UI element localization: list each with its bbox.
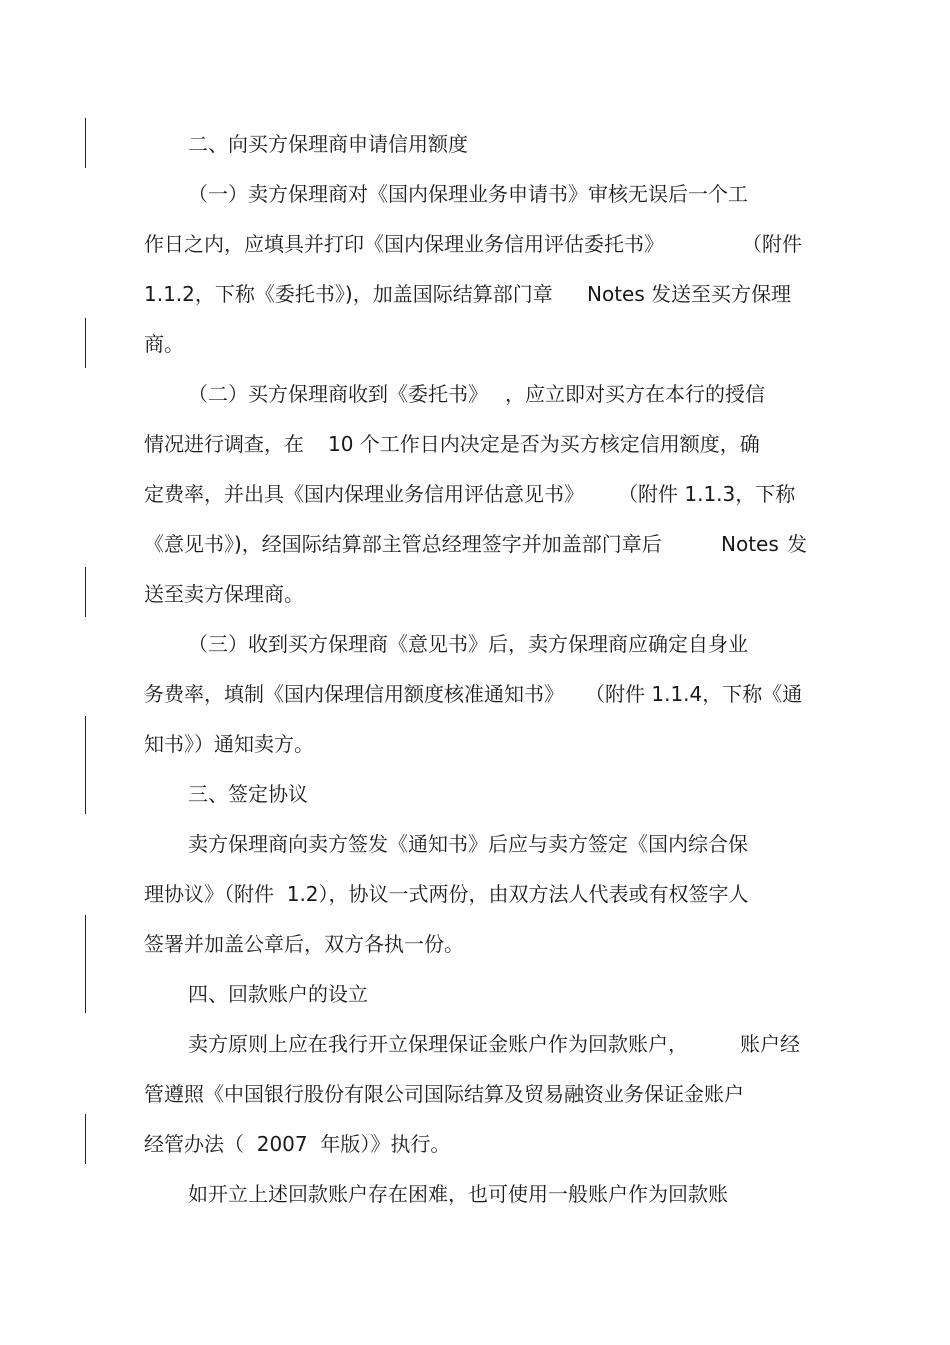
section-heading	[0, 779, 950, 809]
line-text: （三）收到买方保理商《意见书》后，卖方保理商应确定自身业	[188, 632, 748, 656]
text-line	[0, 529, 950, 559]
line-text: 作日之内，应填具并打印《国内保理业务信用评估委托书》	[144, 232, 664, 256]
line-text: 定费率，并出具《国内保理业务信用评估意见书》	[144, 482, 584, 506]
text-line	[0, 379, 950, 409]
line-text: 1.1.2，下称《委托书》)，加盖国际结算部门章	[144, 282, 553, 306]
text-line	[0, 579, 950, 609]
line-text: 四、回款账户的设立	[188, 982, 368, 1006]
text-line	[0, 329, 950, 359]
line-text: 发送至买方保理	[651, 282, 791, 306]
line-text: 10 个工作日内决定是否为买方核定信用额度，确	[328, 432, 760, 456]
section-heading	[0, 979, 950, 1009]
line-text: 账户经	[740, 1032, 800, 1056]
section-heading	[0, 129, 950, 159]
text-line	[0, 179, 950, 209]
text-line	[0, 829, 950, 859]
text-line	[0, 429, 950, 459]
line-text: 知书》）通知卖方。	[144, 732, 314, 756]
line-text: ，应立即对买方在本行的授信	[505, 382, 765, 406]
line-text: （附件 1.1.4，下称《通	[585, 682, 803, 706]
text-line	[0, 229, 950, 259]
line-text: 送至卖方保理商。	[144, 582, 304, 606]
line-text: 商。	[144, 332, 184, 356]
text-line	[0, 479, 950, 509]
line-text: 经管办法（ 2007 年版）》执行。	[144, 1132, 451, 1156]
line-text: （附件 1.1.3，下称	[618, 482, 796, 506]
line-text: 情况进行调查，在	[144, 432, 304, 456]
text-line	[0, 629, 950, 659]
text-line	[0, 679, 950, 709]
line-text: Notes	[721, 532, 779, 556]
line-text: 管遵照《中国银行股份有限公司国际结算及贸易融资业务保证金账户	[144, 1082, 744, 1106]
text-line	[0, 1129, 950, 1159]
text-line	[0, 879, 950, 909]
line-text: Notes	[587, 282, 645, 306]
line-text: 三、签定协议	[188, 782, 308, 806]
line-text: 务费率，填制《国内保理信用额度核准通知书》	[144, 682, 564, 706]
line-text: 卖方原则上应在我行开立保理保证金账户作为回款账户，	[188, 1032, 688, 1056]
line-text: 理协议》（附件 1.2），协议一式两份，由双方法人代表或有权签字人	[144, 882, 749, 906]
line-text: 发	[787, 532, 807, 556]
line-text: （附件	[742, 232, 802, 256]
line-text: （二）买方保理商收到《委托书》	[188, 382, 488, 406]
text-line	[0, 1079, 950, 1109]
line-text: （一）卖方保理商对《国内保理业务申请书》审核无误后一个工	[188, 182, 748, 206]
text-line	[0, 1179, 950, 1209]
line-text: 如开立上述回款账户存在困难，也可使用一般账户作为回款账	[188, 1182, 728, 1206]
line-text: 《意见书》)，经国际结算部主管总经理签字并加盖部门章后	[144, 532, 662, 556]
text-line	[0, 1029, 950, 1059]
line-text: 卖方保理商向卖方签发《通知书》后应与卖方签定《国内综合保	[188, 832, 748, 856]
text-line	[0, 279, 950, 309]
text-line	[0, 929, 950, 959]
line-text: 二、向买方保理商申请信用额度	[188, 132, 468, 156]
text-line	[0, 729, 950, 759]
line-text: 签署并加盖公章后，双方各执一份。	[144, 932, 464, 956]
